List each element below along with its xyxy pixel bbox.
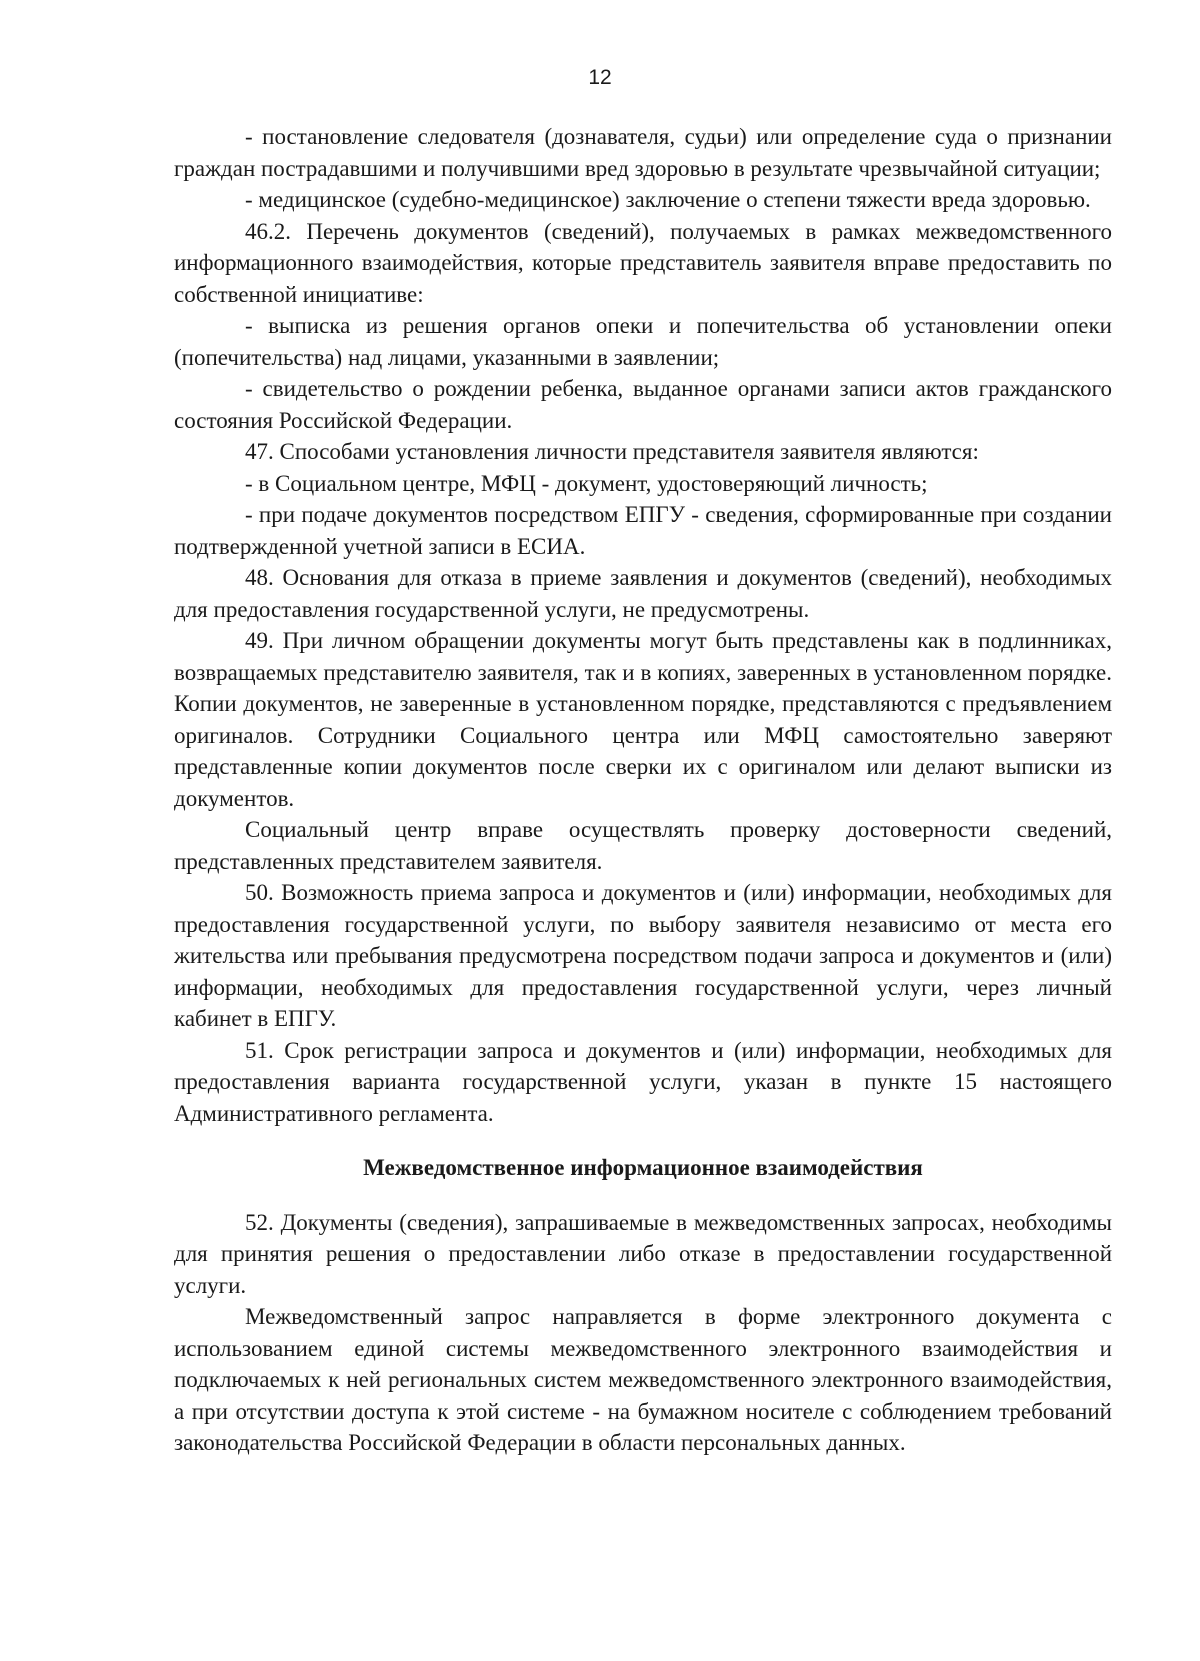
paragraph: Социальный центр вправе осуществлять проверку достоверности сведений, представленных представителем заявителя. xyxy=(174,817,1112,874)
paragraph: 49. При личном обращении документы могут быть представлены как в подлинниках, возвращаемых представителю заявителя, так и в копиях, заверенных в установленном порядке. Копии документов, не заверенные в установленном порядке, представляются с предъявлением оригиналов. Сотрудники Социального центра или МФЦ самостоятельно заверяют представленные копии документов после сверки их с оригиналом или делают выписки из документов. xyxy=(174,628,1112,811)
paragraph: 52. Документы (сведения), запрашиваемые в межведомственных запросах, необходимы для принятия решения о предоставлении либо отказе в предоставлении государственной услуги. xyxy=(174,1209,1112,1298)
paragraph: - при подаче документов посредством ЕПГУ - сведения, сформированные при создании подтвержденной учетной записи в ЕСИА. xyxy=(174,502,1112,559)
paragraph: - постановление следователя (дознавателя, судьи) или определение суда о признании граждан пострадавшими и получившими вред здоровью в результате чрезвычайной ситуации; xyxy=(174,124,1112,181)
paragraph: 48. Основания для отказа в приеме заявления и документов (сведений), необходимых для предоставления государственной услуги, не предусмотрены. xyxy=(174,565,1112,622)
paragraph: 50. Возможность приема запроса и документов и (или) информации, необходимых для предоставления государственной услуги, по выбору заявителя независимо от места его жительства или пребывания предусмотрена посредством подачи запроса и документов и (или) информации, необходимых для предоставления государственной услуги, через личный кабинет в ЕПГУ. xyxy=(174,880,1112,1031)
paragraph: 46.2. Перечень документов (сведений), получаемых в рамках межведомственного информационного взаимодействия, которые представитель заявителя вправе предоставить по собственной инициативе: xyxy=(174,218,1112,307)
paragraph: Межведомственный запрос направляется в форме электронного документа с использованием единой системы межведомственного электронного взаимодействия и подключаемых к ней региональных систем межведомственного электронного взаимодействия, а при отсутствии доступа к этой системе - на бумажном носителе с соблюдением требований законодательства Российской Федерации в области персональных данных. xyxy=(174,1304,1112,1455)
page-number: 12 xyxy=(588,66,612,89)
paragraph: - свидетельство о рождении ребенка, выданное органами записи актов гражданского состояния Российской Федерации. xyxy=(174,376,1112,433)
document-body xyxy=(174,121,1112,1459)
paragraph: 51. Срок регистрации запроса и документов и (или) информации, необходимых для предоставления варианта государственной услуги, указан в пункте 15 настоящего Административного регламента. xyxy=(174,1037,1112,1126)
paragraph: - выписка из решения органов опеки и попечительства об установлении опеки (попечительства) над лицами, указанными в заявлении; xyxy=(174,313,1112,370)
paragraph: - медицинское (судебно-медицинское) заключение о степени тяжести вреда здоровью. xyxy=(245,187,1091,212)
paragraph: - в Социальном центре, МФЦ - документ, удостоверяющий личность; xyxy=(245,470,928,496)
section-heading: Межведомственное информационное взаимодействия xyxy=(363,1155,923,1180)
paragraph: 47. Способами установления личности представителя заявителя являются: xyxy=(245,439,979,464)
